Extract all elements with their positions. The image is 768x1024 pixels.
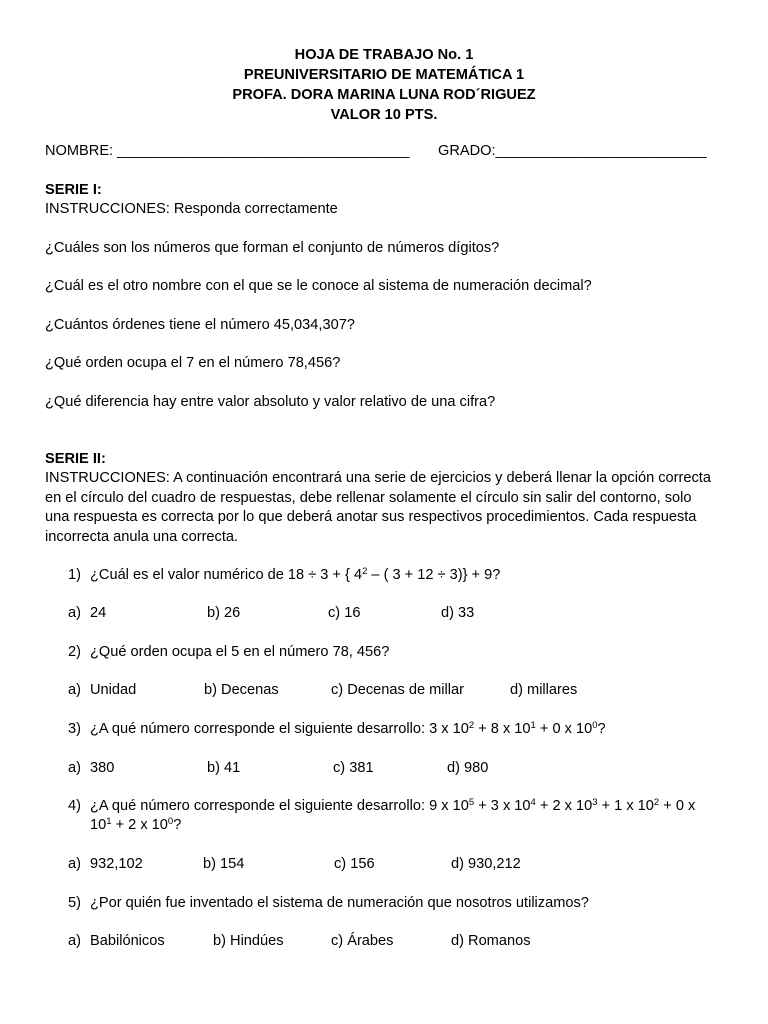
question-number: 1) <box>68 567 81 583</box>
question-3-text <box>90 720 606 739</box>
serie1-question: ¿Qué diferencia hay entre valor absoluto y valor relativo de una cifra? <box>45 394 496 410</box>
serie1-question: ¿Cuál es el otro nombre con el que se le conoce al sistema de numeración decimal? <box>45 278 592 294</box>
option-a[interactable]: Babilónicos <box>90 933 165 949</box>
question-text-part: 10 <box>90 817 107 833</box>
option-c[interactable]: c) 156 <box>334 856 375 872</box>
question-text-part: ? <box>173 817 182 833</box>
question-text-part: + 2 x 10 <box>535 798 593 814</box>
serie2-instructions-line: INSTRUCCIONES: A continuación encontrará una serie de ejercicios y deberá llenar la opción correcta <box>45 470 711 486</box>
option-c[interactable]: c) Árabes <box>331 933 394 949</box>
serie2-instructions <box>45 469 725 547</box>
option-d[interactable]: d) 980 <box>447 760 489 776</box>
exponent: 3 <box>592 797 598 808</box>
question-number: 3) <box>68 721 81 737</box>
nombre-blank[interactable]: ____________________________________ <box>117 143 410 159</box>
exponent: 4 <box>530 797 536 808</box>
option-a[interactable]: Unidad <box>90 682 137 698</box>
option-a-marker: a) <box>68 856 81 872</box>
serie1-question: ¿Cuáles son los números que forman el conjunto de números dígitos? <box>45 240 500 256</box>
grado-label: GRADO: <box>438 143 496 159</box>
serie1-question: ¿Qué orden ocupa el 7 en el número 78,456? <box>45 355 341 371</box>
serie1-title: SERIE I: <box>45 182 102 198</box>
question-text-part: ¿A qué número corresponde el siguiente desarrollo: 3 x 10 <box>90 721 469 737</box>
question-text-part: ¿Cuál es el valor numérico de 18 ÷ 3 + { 4 <box>90 567 363 583</box>
serie2-instructions-line: en el círculo del cuadro de respuestas, debe rellenar solamente el círculo sin salir del contorno, solo <box>45 489 692 506</box>
option-b[interactable]: b) 154 <box>203 856 245 872</box>
grado-blank[interactable]: __________________________ <box>495 143 707 159</box>
question-text-part: + 8 x 10 <box>474 721 531 737</box>
option-d[interactable]: d) 33 <box>441 605 475 621</box>
question-text-part: – ( 3 + 12 ÷ 3)} + 9? <box>367 567 501 583</box>
header-title: HOJA DE TRABAJO No. 1 <box>294 47 474 63</box>
question-4-text-line2 <box>90 816 181 835</box>
option-d[interactable]: d) Romanos <box>451 933 531 949</box>
serie1-question: ¿Cuántos órdenes tiene el número 45,034,307? <box>45 317 355 333</box>
serie2-instructions-line: una respuesta es correcta por lo que deberá anotar sus respectivos procedimientos. Cada respuesta <box>45 509 697 525</box>
option-a[interactable]: 380 <box>90 760 115 776</box>
option-b[interactable]: b) Decenas <box>204 682 279 698</box>
exponent: 2 <box>362 566 368 577</box>
nombre-label: NOMBRE: <box>45 143 114 159</box>
option-b[interactable]: b) 26 <box>207 605 241 621</box>
header-value: VALOR 10 PTS. <box>330 107 438 123</box>
serie2-title: SERIE II: <box>45 451 106 467</box>
exponent: 2 <box>653 797 660 808</box>
option-a-marker: a) <box>68 605 81 621</box>
question-5-text: ¿Por quién fue inventado el sistema de numeración que nosotros utilizamos? <box>90 895 589 911</box>
name-field-row <box>45 142 409 161</box>
question-number: 4) <box>68 798 81 814</box>
option-c[interactable]: c) 16 <box>328 605 361 621</box>
exponent: 0 <box>592 720 598 731</box>
exponent: 0 <box>167 816 174 827</box>
header-course: PREUNIVERSITARIO DE MATEMÁTICA 1 <box>243 67 525 83</box>
exponent: 2 <box>468 720 475 731</box>
option-b[interactable]: b) 41 <box>207 760 241 776</box>
option-b[interactable]: b) Hindúes <box>213 933 284 949</box>
exponent: 5 <box>468 797 475 808</box>
option-a-marker: a) <box>68 682 81 698</box>
question-text-part: + 2 x 10 <box>111 817 168 833</box>
option-d[interactable]: d) millares <box>510 682 578 698</box>
option-d[interactable]: d) 930,212 <box>451 856 521 872</box>
question-text-part: + 3 x 10 <box>474 798 531 814</box>
option-a-marker: a) <box>68 933 81 949</box>
question-number: 5) <box>68 895 81 911</box>
option-a[interactable]: 24 <box>90 605 107 621</box>
serie2-instructions-line: incorrecta anula una correcta. <box>45 528 239 545</box>
option-c[interactable]: c) Decenas de millar <box>331 682 465 698</box>
worksheet-header <box>0 45 768 125</box>
question-number: 2) <box>68 644 81 660</box>
exponent: 1 <box>106 816 112 827</box>
option-a-marker: a) <box>68 760 81 776</box>
header-teacher: PROFA. DORA MARINA LUNA ROD´RIGUEZ <box>232 87 536 103</box>
question-text-part: + 1 x 10 <box>597 798 654 814</box>
question-text-part: + 0 x <box>659 798 696 814</box>
exponent: 1 <box>530 720 536 731</box>
question-2-text: ¿Qué orden ocupa el 5 en el número 78, 456? <box>90 644 390 660</box>
question-text-part: ? <box>597 721 606 737</box>
question-text-part: + 0 x 10 <box>535 721 593 737</box>
option-c[interactable]: c) 381 <box>333 760 374 776</box>
serie1-instructions: INSTRUCCIONES: Responda correctamente <box>45 201 338 217</box>
grade-field-row <box>438 142 707 161</box>
question-4-text-line1 <box>90 797 695 816</box>
question-text-part: ¿A qué número corresponde el siguiente desarrollo: 9 x 10 <box>90 798 469 814</box>
question-1-text <box>90 566 500 585</box>
option-a[interactable]: 932,102 <box>90 856 143 872</box>
